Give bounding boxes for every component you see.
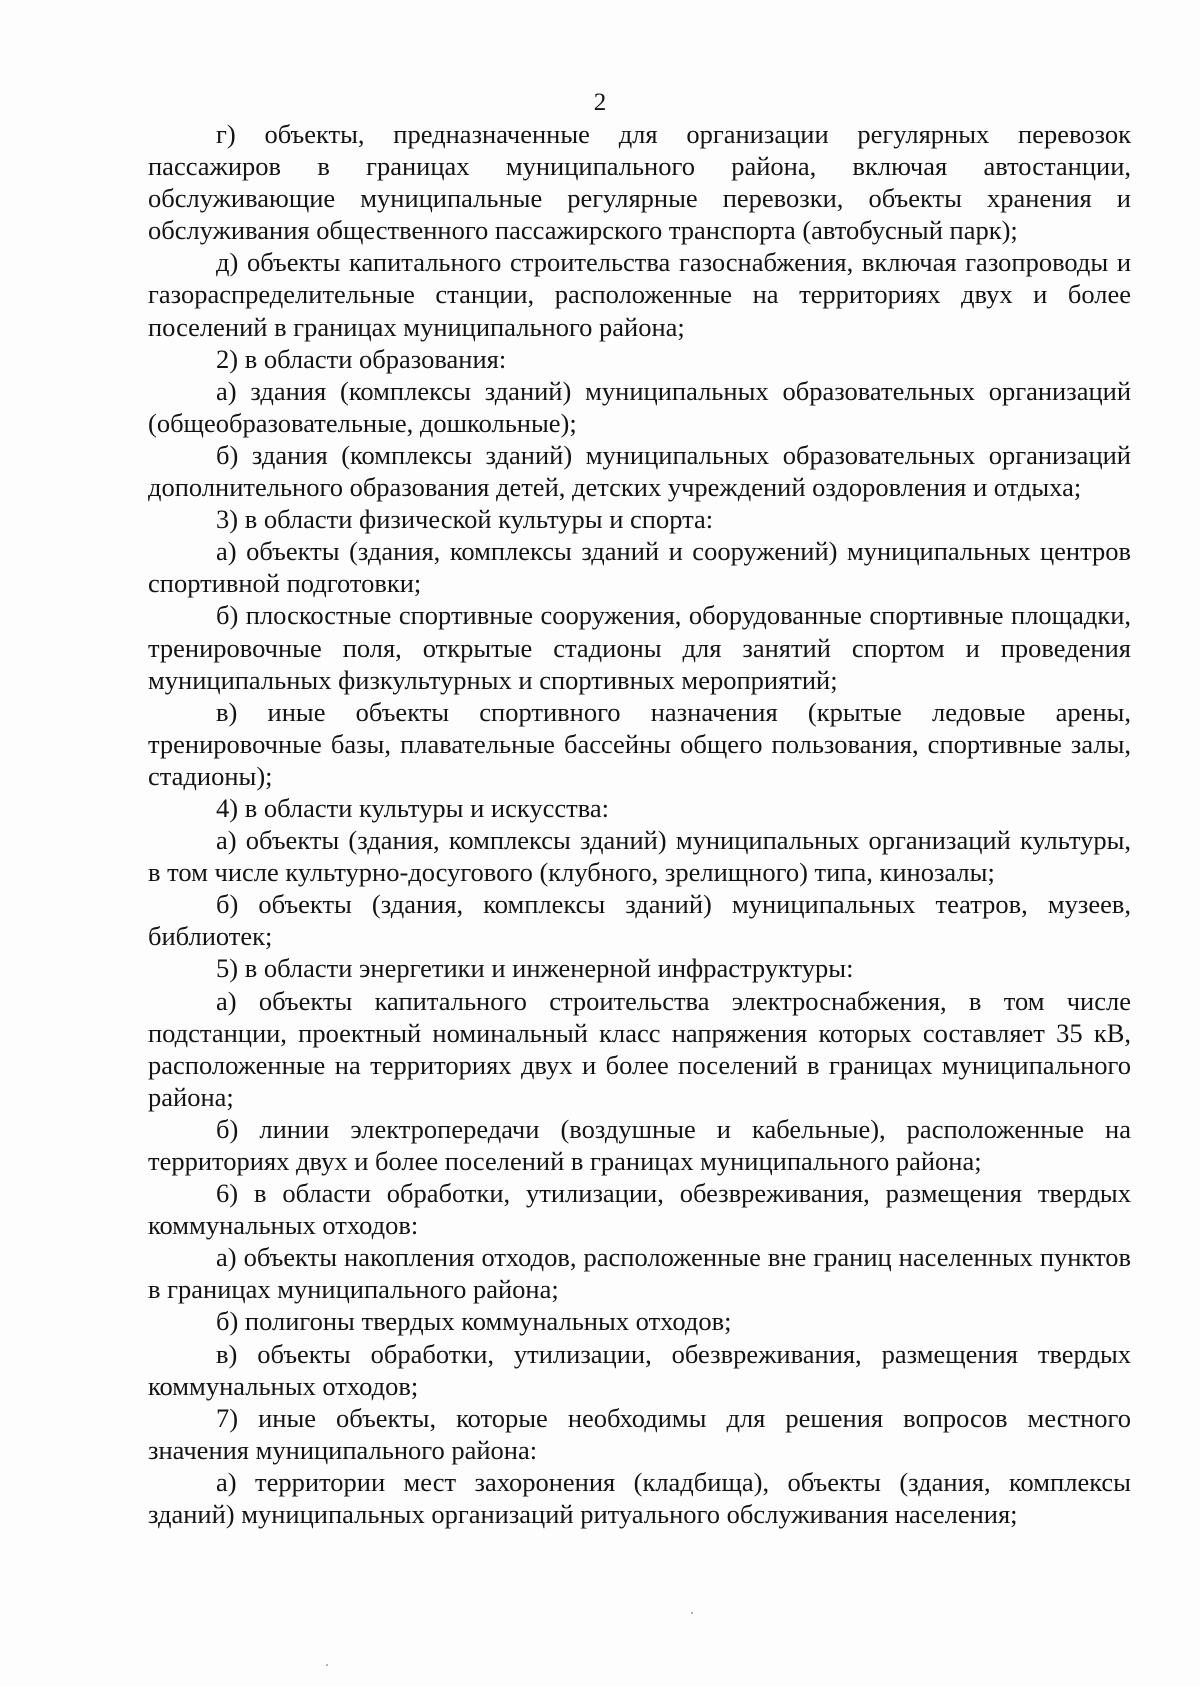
paragraph-6b-landfills: б) полигоны твердых коммунальных отходов; [216,1306,732,1337]
section-2-education: 2) в области образования: [216,343,507,374]
scan-speck [691,1612,693,1614]
section-6-waste: 6) в области обработки, утилизации, обезвреживания, размещения твердых коммунальных отходов: [148,1178,1131,1241]
section-3-sport: 3) в области физической культуры и спорта: [216,504,714,535]
section-5-energy: 5) в области энергетики и инженерной инфраструктуры: [216,953,854,984]
paragraph-6v-waste-processing: в) объекты обработки, утилизации, обезвреживания, размещения твердых коммунальных отходов; [148,1338,1131,1401]
document-body [148,118,1131,1530]
page-number: 2 [593,89,607,116]
paragraph-d-gas-supply: д) объекты капитального строительства газоснабжения, включая газопроводы и газораспределительные станции, расположенные на территориях двух и более поселений в границах муниципального района; [148,247,1131,342]
section-4-culture: 4) в области культуры и искусства: [216,792,609,823]
scan-speck [326,1664,328,1666]
paragraph-2a-schools: а) здания (комплексы зданий) муниципальных образовательных организаций (общеобразовательные, дошкольные); [148,375,1131,438]
paragraph-3b-sport-grounds: б) плоскостные спортивные сооружения, оборудованные спортивные площадки, тренировочные поля, открытые стадионы для занятий спортом и проведения муниципальных физкультурных и спортивных мероприятий; [148,600,1131,695]
paragraph-7a-cemeteries: а) территории мест захоронения (кладбища), объекты (здания, комплексы зданий) муниципальных организаций ритуального обслуживания населения; [148,1466,1131,1530]
paragraph-3a-sport-centers: а) объекты (здания, комплексы зданий и сооружений) муниципальных центров спортивной подготовки; [148,536,1131,599]
paragraph-3v-other-sport: в) иные объекты спортивного назначения (крытые ледовые арены, тренировочные базы, плавательные бассейны общего пользования, спортивные залы, стадионы); [148,696,1131,791]
paragraph-4b-theatres: б) объекты (здания, комплексы зданий) муниципальных театров, музеев, библиотек; [148,889,1131,952]
paragraph-g-transport: г) объекты, предназначенные для организации регулярных перевозок пассажиров в границах муниципального района, включая автостанции, обслуживающие муниципальные регулярные перевозки, объекты хранения и обслуживания общественного пассажирского транспорта (автобусный парк); [148,119,1131,246]
section-7-other: 7) иные объекты, которые необходимы для решения вопросов местного значения муниципального района: [148,1402,1131,1465]
paragraph-6a-waste-storage: а) объекты накопления отходов, расположенные вне границ населенных пунктов в границах муниципального района; [148,1242,1131,1305]
paragraph-4a-culture-orgs: а) объекты (здания, комплексы зданий) муниципальных организаций культуры, в том числе культурно-досугового (клубного, зрелищного) типа, кинозалы; [148,825,1131,888]
paragraph-5b-power-lines: б) линии электропередачи (воздушные и кабельные), расположенные на территориях двух и более поселений в границах муниципального района; [148,1113,1131,1176]
paragraph-2b-extra-education: б) здания (комплексы зданий) муниципальных образовательных организаций дополнительного образования детей, детских учреждений оздоровления и отдыха; [148,439,1131,503]
paragraph-5a-power-supply: а) объекты капитального строительства электроснабжения, в том числе подстанции, проектный номинальный класс напряжения которых составляет 35 кВ, расположенные на территориях двух и более поселений в границах муниципального района; [148,985,1131,1112]
